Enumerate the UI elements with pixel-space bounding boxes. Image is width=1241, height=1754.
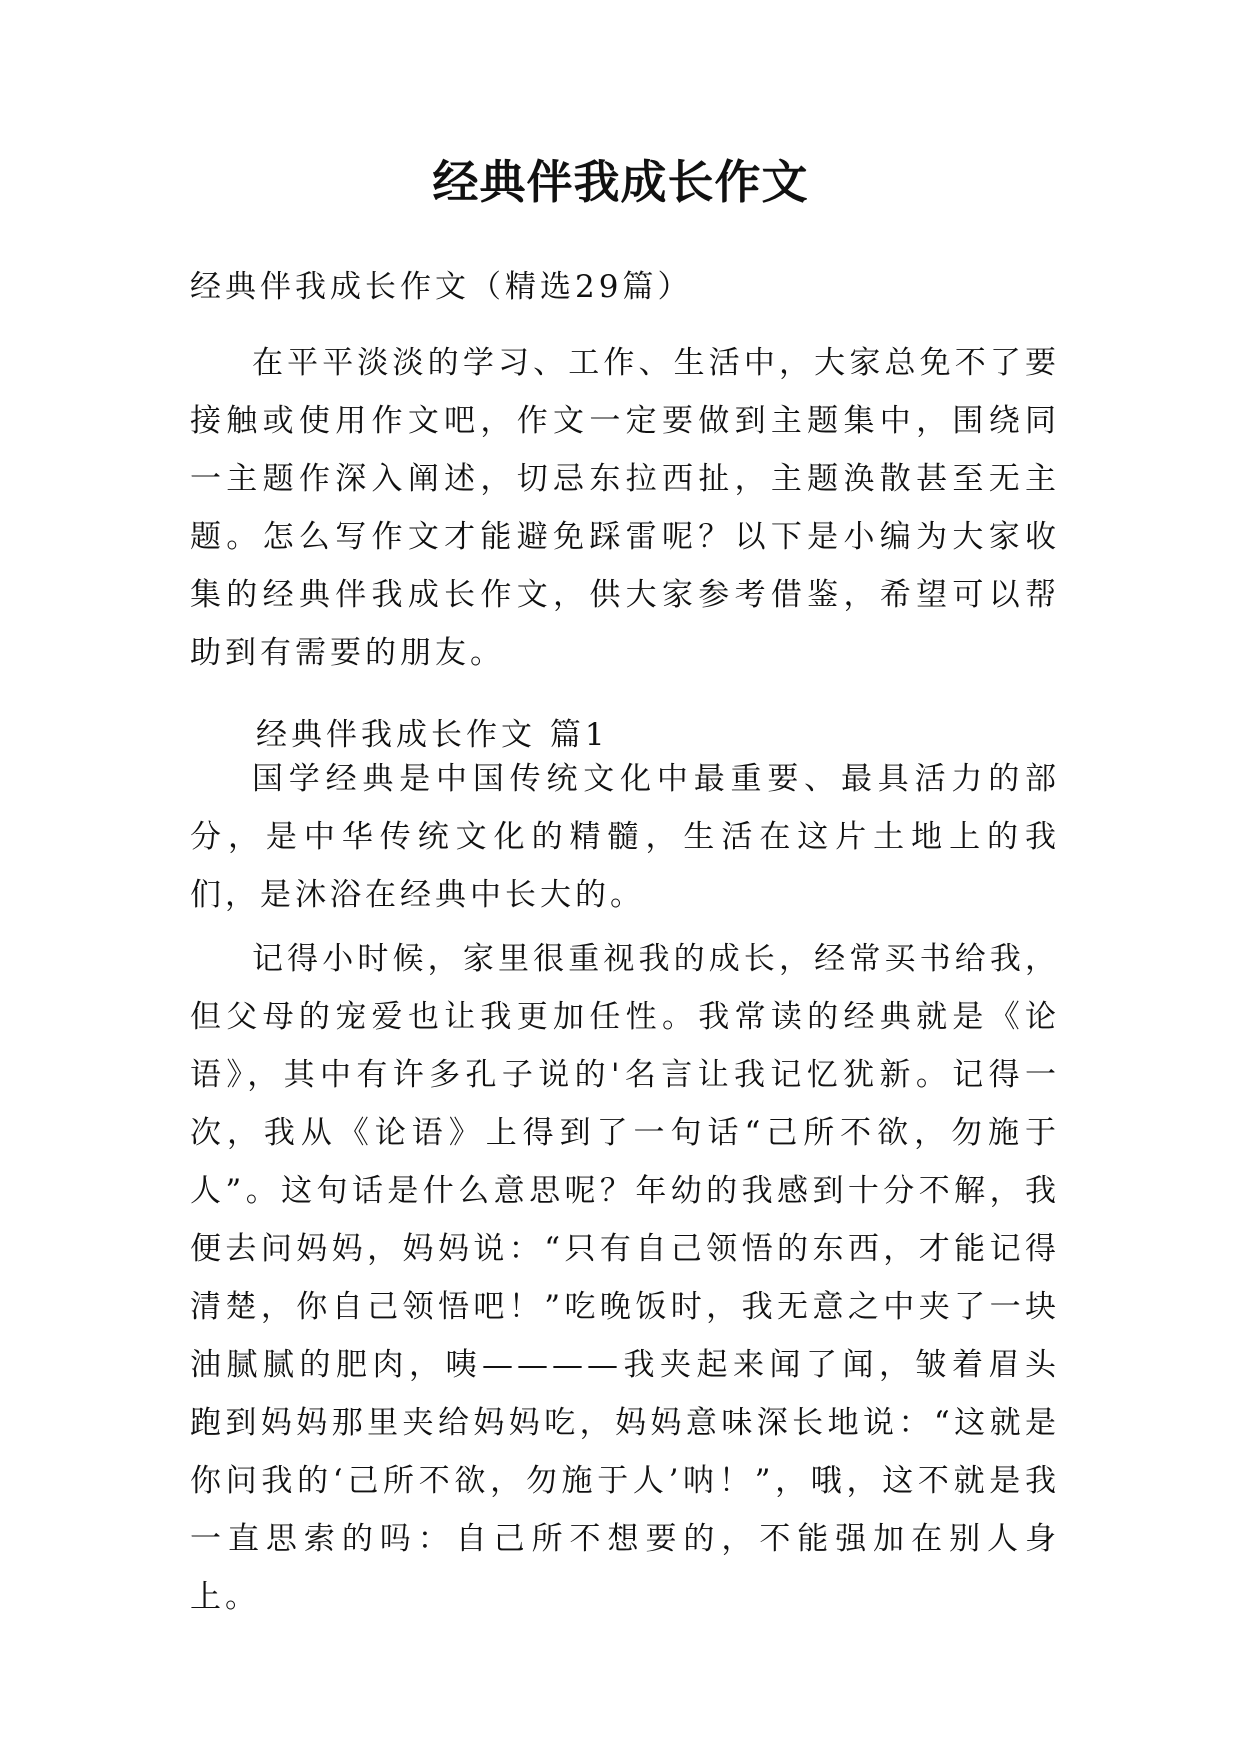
section-heading: 经典伴我成长作文 篇1	[256, 717, 609, 753]
body-paragraph: 国学经典是中国传统文化中最重要、最具活力的部分，是中华传统文化的精髓，生活在这片土地上的我们，是沐浴在经典中长大的。	[190, 761, 1060, 913]
intro-paragraph: 在平平淡淡的学习、工作、生活中，大家总免不了要接触或使用作文吧，作文一定要做到主题集中，围绕同一主题作深入阐述，切忌东拉西扯，主题涣散甚至无主题。怎么写作文才能避免踩雷呢？以下是小编为大家收集的经典伴我成长作文，供大家参考借鉴，希望可以帮助到有需要的朋友。	[190, 345, 1060, 671]
document-subtitle: 经典伴我成长作文（精选29篇）	[190, 269, 693, 305]
body-paragraph: 记得小时候，家里很重视我的成长，经常买书给我，但父母的宠爱也让我更加任性。我常读的经典就是《论语》，其中有许多孔子说的'名言让我记忆犹新。记得一次，我从《论语》上得到了一句话“己所不欲，勿施于人”。这句话是什么意思呢？年幼的我感到十分不解，我便去问妈妈，妈妈说：“只有自己领悟的东西，才能记得清楚，你自己领悟吧！”吃晚饭时，我无意之中夹了一块油腻腻的肥肉，咦————我夹起来闻了闻，皱着眉头跑到妈妈那里夹给妈妈吃，妈妈意味深长地说：“这就是你问我的‘己所不欲，勿施于人’呐！”，哦，这不就是我一直思索的吗：自己所不想要的，不能强加在别人身上。	[190, 941, 1060, 1615]
document-title: 经典伴我成长作文	[432, 155, 809, 209]
